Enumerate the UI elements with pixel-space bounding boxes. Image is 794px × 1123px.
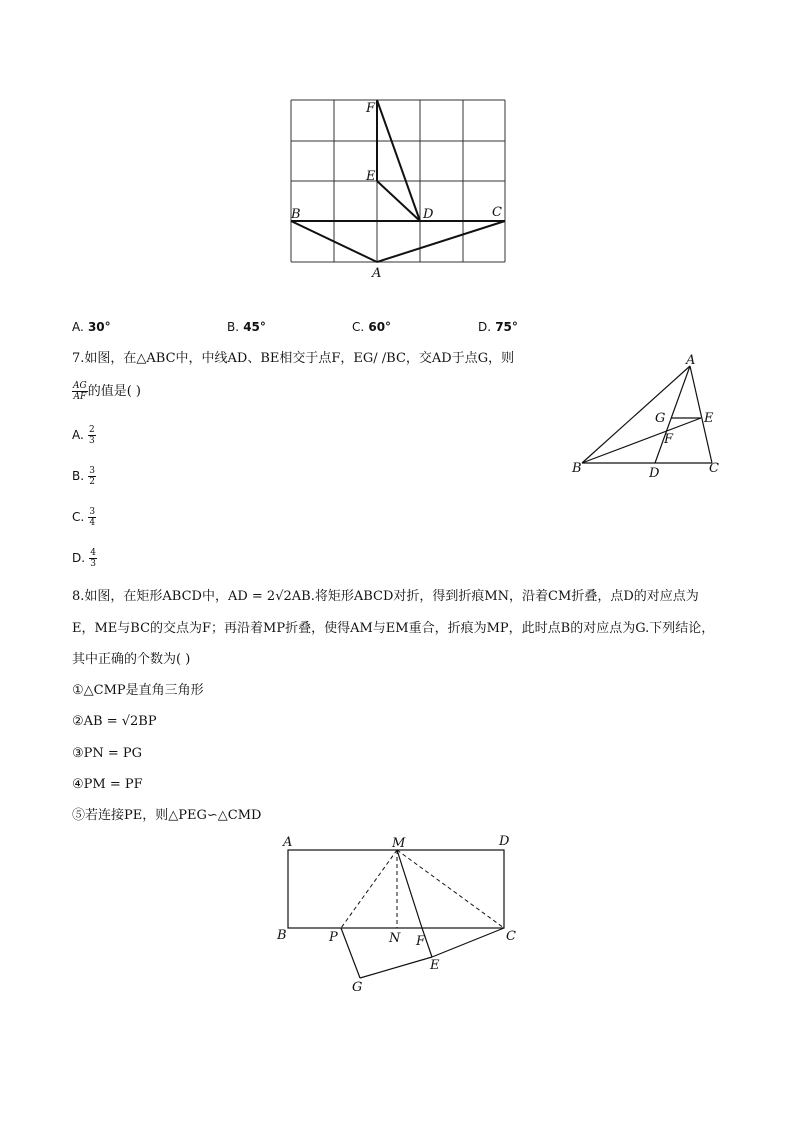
point-label-N: N	[389, 931, 401, 946]
q7-question-line2: $\frac{AG}{AF}$ 的值是( )	[73, 381, 141, 402]
point-label-P: P	[329, 930, 338, 945]
point-label-A: A	[283, 835, 293, 850]
q8-statement-2: ②AB = √2BP	[72, 714, 157, 729]
q6-option-b: B. 45°	[227, 320, 266, 334]
q8-statement-5: ⑤若连接PE，则△PEG∽△CMD	[72, 808, 262, 823]
point-label-B: B	[291, 207, 301, 222]
point-label-G: G	[655, 411, 666, 426]
q7-ratio-fraction: $\frac{AG}{AF}$	[73, 381, 87, 402]
q8-question-line3: 其中正确的个数为( )	[72, 652, 191, 667]
point-label-B: B	[277, 928, 287, 943]
point-label-G: G	[352, 980, 363, 995]
point-label-D: D	[499, 834, 510, 849]
point-label-E: E	[430, 958, 440, 973]
point-label-B: B	[572, 461, 582, 476]
q8-statement-4: ④PM = PF	[72, 777, 143, 792]
rectangle-fold-figure	[270, 830, 530, 1000]
point-label-F: F	[416, 934, 426, 949]
q8-question-line2: E，ME与BC的交点为F；再沿着MP折叠，使得AM与EM重合，折痕为MP，此时点B的对应点为G.下列结论，	[72, 621, 715, 636]
point-label-D: D	[649, 466, 660, 481]
point-label-F: F	[366, 101, 376, 116]
grid-figure	[280, 92, 520, 282]
point-label-C: C	[492, 205, 502, 220]
point-label-E: E	[704, 411, 714, 426]
point-label-C: C	[709, 461, 719, 476]
q7-option-a: A. $\frac{2}{3}$	[72, 425, 95, 446]
q7-option-c: C. $\frac{3}{4}$	[72, 507, 96, 528]
triangle-figure	[565, 350, 735, 485]
point-label-C: C	[506, 929, 516, 944]
q8-statement-3: ③PN = PG	[72, 746, 143, 761]
q7-question-line1: 7.如图，在△ABC中，中线AD、BE相交于点F，EG/ /BC，交AD于点G，则	[72, 351, 515, 366]
q8-question-line1: 8.如图，在矩形ABCD中，AD = 2√2AB.将矩形ABCD对折，得到折痕MN，沿着CM折叠，点D的对应点为	[72, 589, 699, 604]
q8-statement-1: ①△CMP是直角三角形	[72, 683, 204, 698]
q7-option-d: D. $\frac{4}{3}$	[72, 548, 96, 569]
point-label-D: D	[423, 207, 434, 222]
point-label-F: F	[664, 432, 674, 447]
q6-option-c: C. 60°	[352, 320, 392, 334]
point-label-A: A	[686, 353, 696, 368]
q7-option-b: B. $\frac{3}{2}$	[72, 466, 95, 487]
q6-option-d: D. 75°	[478, 320, 518, 334]
point-label-M: M	[392, 836, 406, 851]
point-label-E: E	[366, 169, 376, 184]
q6-option-a: A. 30°	[72, 320, 111, 334]
point-label-A: A	[372, 266, 382, 281]
